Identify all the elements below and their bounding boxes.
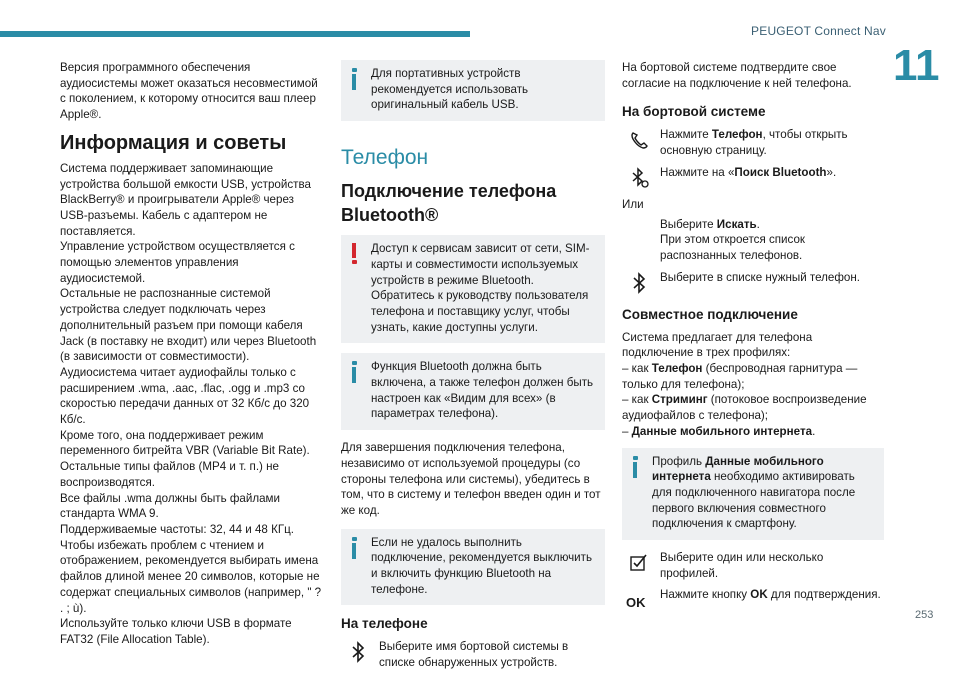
shared-intro: Система предлагает для телефона подключение в трех профилях: bbox=[622, 330, 813, 360]
warning-box-text: Доступ к сервисам зависит от сети, SIM-карты и совместимости используемых устройств в режиме Bluetooth. Обратитесь к руководству пользователя телефона и поставщику услуг, чтобы узнать, какие доступны услуги. bbox=[371, 242, 590, 334]
paragraph: Все файлы .wma должны быть файлами стандарта WMA 9. bbox=[60, 491, 281, 521]
info-box bbox=[341, 529, 605, 606]
step-text: Нажмите кнопку OK для подтверждения. bbox=[660, 588, 881, 602]
paragraph: Управление устройством осуществляется с помощью элементов управления аудиосистемой. bbox=[60, 240, 295, 285]
on-phone-heading: На телефоне bbox=[341, 616, 428, 632]
bluetooth-icon bbox=[628, 272, 650, 294]
column-1 bbox=[60, 60, 324, 648]
phone-icon bbox=[628, 129, 650, 151]
paragraph: Аудиосистема читает аудиофайлы только с расширением .wma, .aac, .flac, .ogg и .mp3 со скоростью передачи данных от 32 Кб/с до 320 Кб/с. bbox=[60, 365, 310, 427]
section-title: Телефон bbox=[341, 146, 429, 170]
step-search bbox=[622, 217, 884, 264]
bluetooth-search-icon bbox=[628, 167, 650, 189]
profile-item: – как Стриминг (потоковое воспроизведение аудиофайлов с телефона); bbox=[622, 393, 867, 423]
step-extra-text: При этом откроется список распознанных телефонов. bbox=[660, 233, 805, 262]
header-accent-bar bbox=[0, 31, 470, 37]
column-2 bbox=[341, 60, 605, 677]
paragraph: Используйте только ключи USB в формате FAT32 (File Allocation Table). bbox=[60, 617, 292, 646]
shared-connection-heading: Совместное подключение bbox=[622, 306, 798, 322]
info-box-text: Функция Bluetooth должна быть включена, а также телефон должен быть настроен как «Видим для всех» (в параметрах телефона). bbox=[371, 360, 594, 421]
main-heading: Подключение телефона Bluetooth® bbox=[341, 181, 557, 226]
step-text: Выберите в списке нужный телефон. bbox=[660, 270, 860, 284]
paragraph: Система поддерживает запоминающие устройства большой емкости USB, устройства BlackBerry® и проигрыватели Apple® через USB-разъемы. Кабель с адаптером не поставляется. bbox=[60, 161, 311, 238]
profile-item: – Данные мобильного интернета. bbox=[622, 424, 816, 438]
warning-box bbox=[341, 235, 605, 343]
or-label: Или bbox=[622, 197, 644, 211]
header-title: PEUGEOT Connect Nav bbox=[751, 24, 886, 38]
step-bluetooth-search bbox=[622, 165, 884, 191]
confirm-paragraph: На бортовой системе подтвердите свое согласие на подключение к ней телефона. bbox=[622, 61, 852, 90]
paragraph: Поддерживаемые частоты: 32, 44 и 48 КГц. bbox=[60, 522, 294, 536]
info-box-text: Профиль Данные мобильного интернета необходимо активировать для подключенного навигатора после первого включения совместного подключения к смартфону. bbox=[652, 454, 856, 531]
checkbox-icon bbox=[628, 552, 650, 574]
step-text: Нажмите Телефон, чтобы открыть основную страницу. bbox=[660, 128, 848, 158]
info-icon bbox=[351, 537, 357, 559]
info-icon bbox=[351, 361, 357, 383]
pairing-code-paragraph: Для завершения подключения телефона, независимо от используемой процедуры (со стороны телефона или системы), убедитесь в том, что в систему и телефон введен один и тот же код. bbox=[341, 441, 601, 517]
info-tips-heading: Информация и советы bbox=[60, 131, 287, 154]
step-press-phone bbox=[622, 127, 884, 158]
page-number: 253 bbox=[915, 609, 934, 621]
info-box-text: Для портативных устройств рекомендуется использовать оригинальный кабель USB. bbox=[371, 67, 529, 112]
info-box-text: Если не удалось выполнить подключение, рекомендуется выключить и включить функцию Bluetooth на телефоне. bbox=[371, 535, 593, 596]
step-text: Выберите имя бортовой системы в списке обнаруженных устройств. bbox=[379, 640, 569, 670]
paragraph: Чтобы избежать проблем с чтением и отображением, рекомендуется выбирать имена файлов длиной менее 20 символов, которые не содержат специальных символов (например, " ? . ; ù). bbox=[60, 538, 322, 615]
bluetooth-icon bbox=[347, 641, 369, 663]
on-system-heading: На бортовой системе bbox=[622, 104, 766, 120]
paragraph: Кроме того, она поддерживает режим переменного битрейта VBR (Variable Bit Rate). bbox=[60, 428, 310, 458]
info-box bbox=[622, 448, 884, 541]
chapter-number: 11 bbox=[893, 41, 940, 90]
ok-icon: OK bbox=[626, 595, 646, 611]
warning-icon bbox=[351, 243, 357, 264]
step-text: Нажмите на «Поиск Bluetooth». bbox=[660, 165, 837, 179]
step-press-ok bbox=[622, 587, 884, 613]
step-select-phone bbox=[622, 270, 884, 296]
info-box bbox=[341, 353, 605, 430]
paragraph: Остальные типы файлов (MP4 и т. п.) не воспроизводятся. bbox=[60, 460, 279, 489]
step-text: Выберите один или несколько профилей. bbox=[660, 551, 824, 580]
paragraph: Остальные не распознанные системой устройства следует подключать через дополнительный разъем при помощи кабеля Jack (в поставку не входит) или через Bluetooth (в зависимости от совместимости). bbox=[60, 287, 317, 364]
apple-compat-note: Версия программного обеспечения аудиосистемы может оказаться несовместимой с поколением, к которому относится ваш плеер Apple®. bbox=[60, 61, 318, 122]
step-select-system bbox=[341, 639, 605, 670]
info-box bbox=[341, 60, 605, 121]
profile-item: – как Телефон (беспроводная гарнитура — только для телефона); bbox=[622, 362, 858, 391]
info-icon bbox=[632, 456, 638, 478]
step-select-profiles bbox=[622, 550, 884, 581]
column-3 bbox=[622, 60, 884, 619]
info-icon bbox=[351, 68, 357, 90]
step-text: Выберите Искать. bbox=[660, 217, 760, 231]
